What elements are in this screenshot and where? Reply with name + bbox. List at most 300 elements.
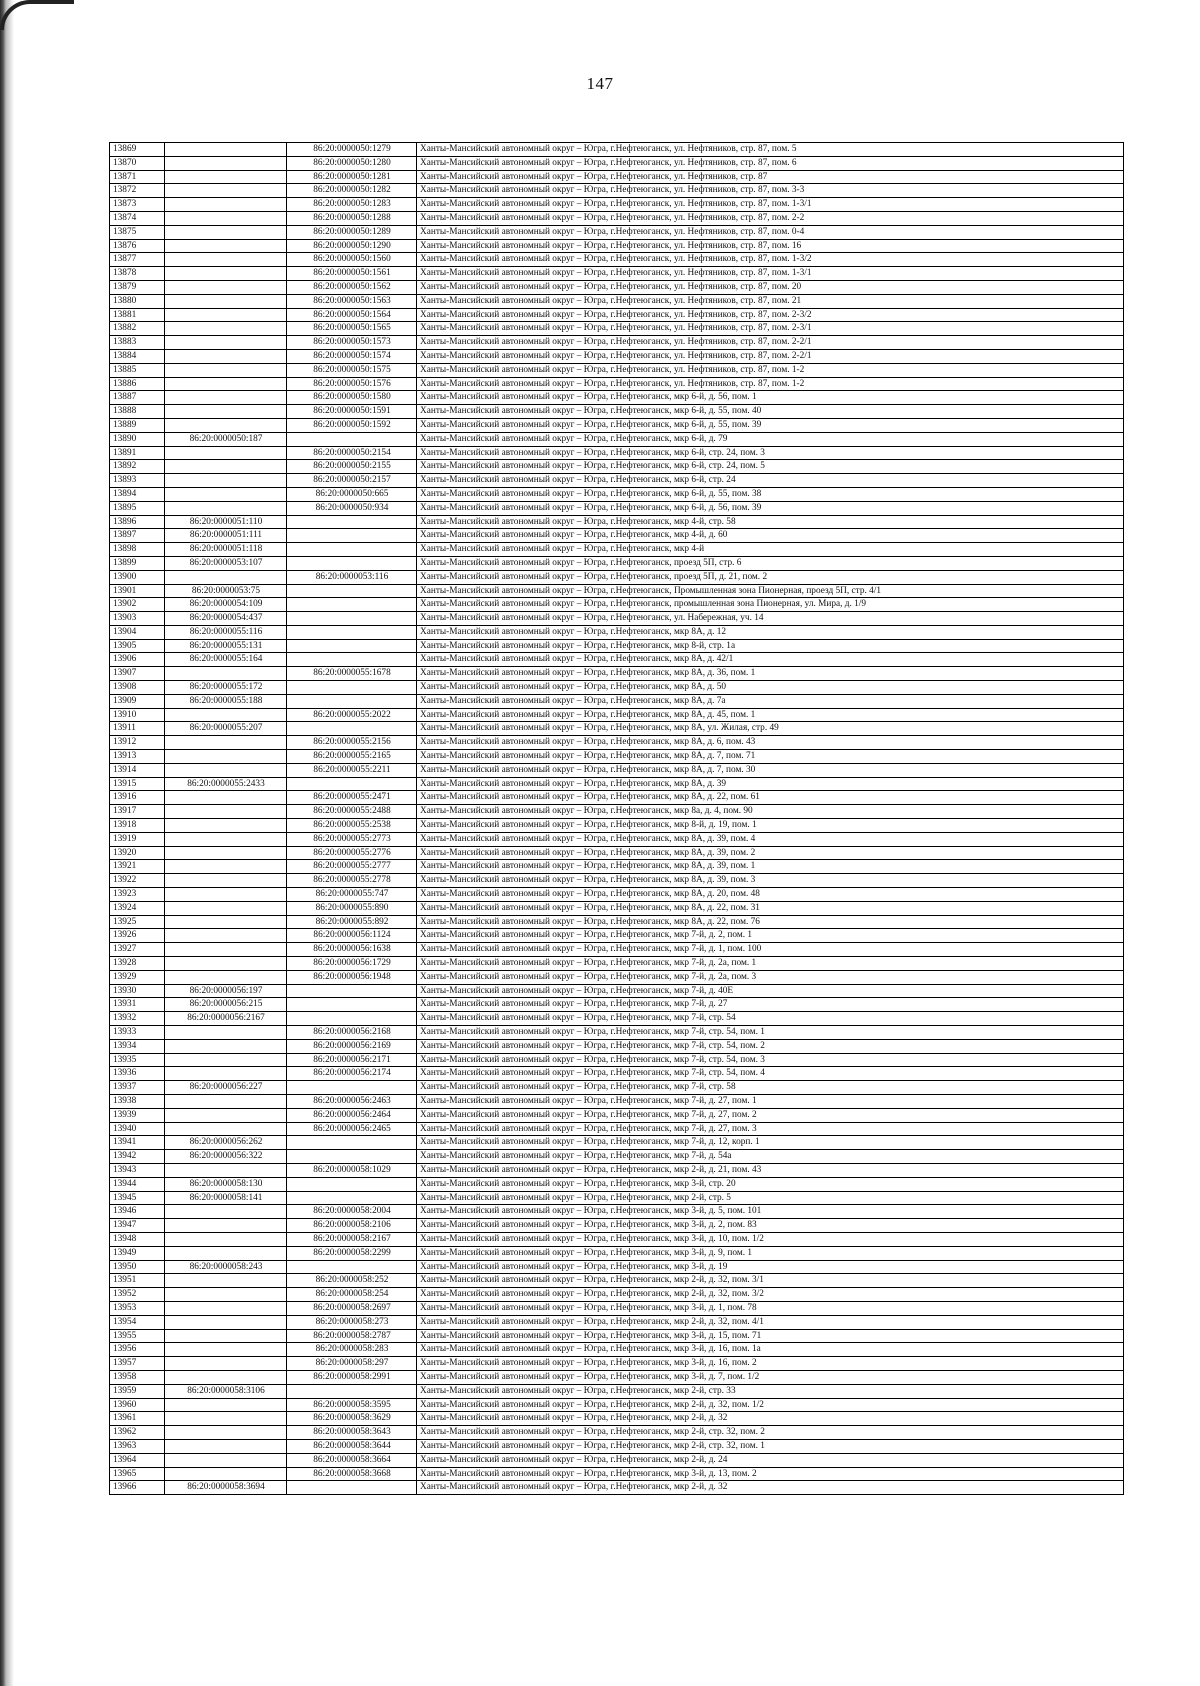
- address-cell: Ханты-Мансийский автономный округ – Югра, г.Нефтеюганск, мкр 8А, д. 7, пом. 71: [417, 750, 1124, 764]
- land-cadastral-number-cell: [165, 943, 287, 957]
- table-row: [110, 1467, 1124, 1481]
- building-cadastral-number-cell: [287, 1012, 417, 1026]
- address-cell: Ханты-Мансийский автономный округ – Югра, г.Нефтеюганск, ул. Нефтяников, стр. 87, пом. 2-3/2: [417, 308, 1124, 322]
- building-cadastral-number-cell: 86:20:0000056:1638: [287, 943, 417, 957]
- table-row: [110, 1384, 1124, 1398]
- table-row: [110, 750, 1124, 764]
- land-cadastral-number-cell: [165, 308, 287, 322]
- land-cadastral-number-cell: 86:20:0000055:172: [165, 681, 287, 695]
- table-row: [110, 474, 1124, 488]
- row-number-cell: 13904: [110, 625, 165, 639]
- land-cadastral-number-cell: [165, 915, 287, 929]
- address-cell: Ханты-Мансийский автономный округ – Югра, г.Нефтеюганск, ул. Нефтяников, стр. 87, пом. 21: [417, 294, 1124, 308]
- address-cell: Ханты-Мансийский автономный округ – Югра, г.Нефтеюганск, мкр 2-й, стр. 33: [417, 1384, 1124, 1398]
- table-row: [110, 1412, 1124, 1426]
- land-cadastral-number-cell: 86:20:0000056:227: [165, 1081, 287, 1095]
- building-cadastral-number-cell: 86:20:0000055:2165: [287, 750, 417, 764]
- building-cadastral-number-cell: 86:20:0000058:2004: [287, 1205, 417, 1219]
- row-number-cell: 13924: [110, 901, 165, 915]
- land-cadastral-number-cell: [165, 391, 287, 405]
- building-cadastral-number-cell: 86:20:0000055:2777: [287, 860, 417, 874]
- land-cadastral-number-cell: [165, 860, 287, 874]
- table-row: [110, 860, 1124, 874]
- land-cadastral-number-cell: 86:20:0000053:107: [165, 556, 287, 570]
- building-cadastral-number-cell: [287, 625, 417, 639]
- address-cell: Ханты-Мансийский автономный округ – Югра, г.Нефтеюганск, мкр 6-й, д. 56, пом. 1: [417, 391, 1124, 405]
- address-cell: Ханты-Мансийский автономный округ – Югра, г.Нефтеюганск, мкр 7-й, д. 12, корп. 1: [417, 1136, 1124, 1150]
- building-cadastral-number-cell: [287, 777, 417, 791]
- row-number-cell: 13956: [110, 1343, 165, 1357]
- land-cadastral-number-cell: [165, 791, 287, 805]
- land-cadastral-number-cell: 86:20:0000051:111: [165, 529, 287, 543]
- row-number-cell: 13930: [110, 984, 165, 998]
- address-cell: Ханты-Мансийский автономный округ – Югра, г.Нефтеюганск, мкр 8А, д. 39, пом. 1: [417, 860, 1124, 874]
- row-number-cell: 13910: [110, 708, 165, 722]
- building-cadastral-number-cell: [287, 1384, 417, 1398]
- property-registry-table: [109, 142, 1124, 1495]
- building-cadastral-number-cell: 86:20:0000058:1029: [287, 1163, 417, 1177]
- table-row: [110, 1288, 1124, 1302]
- land-cadastral-number-cell: [165, 1122, 287, 1136]
- row-number-cell: 13875: [110, 225, 165, 239]
- address-cell: Ханты-Мансийский автономный округ – Югра, г.Нефтеюганск, мкр 8А, д. 42/1: [417, 653, 1124, 667]
- building-cadastral-number-cell: [287, 529, 417, 543]
- address-cell: Ханты-Мансийский автономный округ – Югра, г.Нефтеюганск, мкр 4-й: [417, 543, 1124, 557]
- land-cadastral-number-cell: [165, 1343, 287, 1357]
- row-number-cell: 13938: [110, 1094, 165, 1108]
- building-cadastral-number-cell: 86:20:0000058:2787: [287, 1329, 417, 1343]
- table-row: [110, 267, 1124, 281]
- address-cell: Ханты-Мансийский автономный округ – Югра, г.Нефтеюганск, ул. Нефтяников, стр. 87, пом. 1-3/1: [417, 198, 1124, 212]
- address-cell: Ханты-Мансийский автономный округ – Югра, г.Нефтеюганск, мкр 8А, д. 39: [417, 777, 1124, 791]
- row-number-cell: 13925: [110, 915, 165, 929]
- table-row: [110, 929, 1124, 943]
- address-cell: Ханты-Мансийский автономный округ – Югра, г.Нефтеюганск, мкр 2-й, д. 32, пом. 4/1: [417, 1315, 1124, 1329]
- address-cell: Ханты-Мансийский автономный округ – Югра, г.Нефтеюганск, мкр 6-й, д. 55, пом. 39: [417, 418, 1124, 432]
- row-number-cell: 13928: [110, 957, 165, 971]
- row-number-cell: 13896: [110, 515, 165, 529]
- building-cadastral-number-cell: 86:20:0000050:1591: [287, 405, 417, 419]
- address-cell: Ханты-Мансийский автономный округ – Югра, г.Нефтеюганск, мкр 3-й, д. 1, пом. 78: [417, 1301, 1124, 1315]
- address-cell: Ханты-Мансийский автономный округ – Югра, г.Нефтеюганск, мкр 8А, д. 22, пом. 31: [417, 901, 1124, 915]
- building-cadastral-number-cell: 86:20:0000056:2174: [287, 1067, 417, 1081]
- address-cell: Ханты-Мансийский автономный округ – Югра, г.Нефтеюганск, мкр 8А, д. 50: [417, 681, 1124, 695]
- table-row: [110, 143, 1124, 157]
- building-cadastral-number-cell: 86:20:0000055:2488: [287, 805, 417, 819]
- land-cadastral-number-cell: [165, 667, 287, 681]
- table-row: [110, 1232, 1124, 1246]
- building-cadastral-number-cell: 86:20:0000050:2154: [287, 446, 417, 460]
- address-cell: Ханты-Мансийский автономный округ – Югра, г.Нефтеюганск, мкр 7-й, д. 40Е: [417, 984, 1124, 998]
- land-cadastral-number-cell: 86:20:0000056:215: [165, 998, 287, 1012]
- land-cadastral-number-cell: [165, 1053, 287, 1067]
- table-row: [110, 543, 1124, 557]
- row-number-cell: 13914: [110, 763, 165, 777]
- building-cadastral-number-cell: 86:20:0000058:3664: [287, 1453, 417, 1467]
- row-number-cell: 13937: [110, 1081, 165, 1095]
- building-cadastral-number-cell: 86:20:0000055:892: [287, 915, 417, 929]
- row-number-cell: 13921: [110, 860, 165, 874]
- table-row: [110, 1122, 1124, 1136]
- land-cadastral-number-cell: [165, 267, 287, 281]
- building-cadastral-number-cell: 86:20:0000050:1576: [287, 377, 417, 391]
- land-cadastral-number-cell: [165, 322, 287, 336]
- land-cadastral-number-cell: 86:20:0000055:207: [165, 722, 287, 736]
- address-cell: Ханты-Мансийский автономный округ – Югра, г.Нефтеюганск, мкр 3-й, д. 16, пом. 1а: [417, 1343, 1124, 1357]
- row-number-cell: 13944: [110, 1177, 165, 1191]
- registry-table-body: [110, 143, 1124, 1495]
- row-number-cell: 13933: [110, 1026, 165, 1040]
- row-number-cell: 13908: [110, 681, 165, 695]
- row-number-cell: 13889: [110, 418, 165, 432]
- building-cadastral-number-cell: 86:20:0000056:2168: [287, 1026, 417, 1040]
- address-cell: Ханты-Мансийский автономный округ – Югра, г.Нефтеюганск, ул. Нефтяников, стр. 87, пом. 0-4: [417, 225, 1124, 239]
- address-cell: Ханты-Мансийский автономный округ – Югра, г.Нефтеюганск, мкр 7-й, д. 2а, пом. 3: [417, 970, 1124, 984]
- table-row: [110, 846, 1124, 860]
- row-number-cell: 13918: [110, 819, 165, 833]
- building-cadastral-number-cell: 86:20:0000050:1574: [287, 349, 417, 363]
- address-cell: Ханты-Мансийский автономный округ – Югра, г.Нефтеюганск, ул. Набережная, уч. 14: [417, 612, 1124, 626]
- address-cell: Ханты-Мансийский автономный округ – Югра, г.Нефтеюганск, мкр 7-й, д. 54а: [417, 1150, 1124, 1164]
- row-number-cell: 13881: [110, 308, 165, 322]
- land-cadastral-number-cell: 86:20:0000056:197: [165, 984, 287, 998]
- building-cadastral-number-cell: [287, 681, 417, 695]
- address-cell: Ханты-Мансийский автономный округ – Югра, г.Нефтеюганск, мкр 8А, д. 7, пом. 30: [417, 763, 1124, 777]
- address-cell: Ханты-Мансийский автономный округ – Югра, г.Нефтеюганск, мкр 3-й, д. 9, пом. 1: [417, 1246, 1124, 1260]
- row-number-cell: 13872: [110, 184, 165, 198]
- land-cadastral-number-cell: 86:20:0000050:187: [165, 432, 287, 446]
- table-row: [110, 957, 1124, 971]
- land-cadastral-number-cell: [165, 957, 287, 971]
- row-number-cell: 13960: [110, 1398, 165, 1412]
- table-row: [110, 943, 1124, 957]
- building-cadastral-number-cell: [287, 432, 417, 446]
- row-number-cell: 13871: [110, 170, 165, 184]
- building-cadastral-number-cell: 86:20:0000055:2538: [287, 819, 417, 833]
- table-row: [110, 1026, 1124, 1040]
- address-cell: Ханты-Мансийский автономный округ – Югра, г.Нефтеюганск, ул. Нефтяников, стр. 87, пом. 1-3/2: [417, 253, 1124, 267]
- building-cadastral-number-cell: 86:20:0000055:1678: [287, 667, 417, 681]
- address-cell: Ханты-Мансийский автономный округ – Югра, г.Нефтеюганск, мкр 2-й, д. 32, пом. 3/2: [417, 1288, 1124, 1302]
- land-cadastral-number-cell: [165, 1163, 287, 1177]
- address-cell: Ханты-Мансийский автономный округ – Югра, г.Нефтеюганск, мкр 2-й, стр. 5: [417, 1191, 1124, 1205]
- land-cadastral-number-cell: [165, 1398, 287, 1412]
- row-number-cell: 13900: [110, 570, 165, 584]
- address-cell: Ханты-Мансийский автономный округ – Югра, г.Нефтеюганск, мкр 2-й, д. 32, пом. 1/2: [417, 1398, 1124, 1412]
- row-number-cell: 13923: [110, 888, 165, 902]
- land-cadastral-number-cell: 86:20:0000058:141: [165, 1191, 287, 1205]
- table-row: [110, 405, 1124, 419]
- address-cell: Ханты-Мансийский автономный округ – Югра, г.Нефтеюганск, мкр 7-й, стр. 58: [417, 1081, 1124, 1095]
- land-cadastral-number-cell: [165, 143, 287, 157]
- building-cadastral-number-cell: 86:20:0000058:3643: [287, 1426, 417, 1440]
- building-cadastral-number-cell: 86:20:0000055:2776: [287, 846, 417, 860]
- address-cell: Ханты-Мансийский автономный округ – Югра, г.Нефтеюганск, ул. Нефтяников, стр. 87, пом. 6: [417, 156, 1124, 170]
- row-number-cell: 13884: [110, 349, 165, 363]
- row-number-cell: 13890: [110, 432, 165, 446]
- table-row: [110, 625, 1124, 639]
- address-cell: Ханты-Мансийский автономный округ – Югра, г.Нефтеюганск, мкр 7-й, стр. 54, пом. 4: [417, 1067, 1124, 1081]
- address-cell: Ханты-Мансийский автономный округ – Югра, г.Нефтеюганск, мкр 3-й, д. 5, пом. 101: [417, 1205, 1124, 1219]
- address-cell: Ханты-Мансийский автономный округ – Югра, г.Нефтеюганск, ул. Нефтяников, стр. 87, пом. 20: [417, 280, 1124, 294]
- address-cell: Ханты-Мансийский автономный округ – Югра, г.Нефтеюганск, мкр 7-й, д. 2, пом. 1: [417, 929, 1124, 943]
- building-cadastral-number-cell: [287, 543, 417, 557]
- address-cell: Ханты-Мансийский автономный округ – Югра, г.Нефтеюганск, мкр 7-й, д. 27, пом. 2: [417, 1108, 1124, 1122]
- address-cell: Ханты-Мансийский автономный округ – Югра, г.Нефтеюганск, ул. Нефтяников, стр. 87, пом. 5: [417, 143, 1124, 157]
- address-cell: Ханты-Мансийский автономный округ – Югра, г.Нефтеюганск, мкр 3-й, стр. 20: [417, 1177, 1124, 1191]
- row-number-cell: 13957: [110, 1357, 165, 1371]
- table-row: [110, 391, 1124, 405]
- address-cell: Ханты-Мансийский автономный округ – Югра, г.Нефтеюганск, мкр 3-й, д. 2, пом. 83: [417, 1219, 1124, 1233]
- table-row: [110, 1370, 1124, 1384]
- address-cell: Ханты-Мансийский автономный округ – Югра, г.Нефтеюганск, мкр 7-й, д. 27: [417, 998, 1124, 1012]
- address-cell: Ханты-Мансийский автономный округ – Югра, г.Нефтеюганск, мкр 6-й, стр. 24: [417, 474, 1124, 488]
- row-number-cell: 13892: [110, 460, 165, 474]
- land-cadastral-number-cell: [165, 1288, 287, 1302]
- land-cadastral-number-cell: [165, 336, 287, 350]
- land-cadastral-number-cell: [165, 363, 287, 377]
- row-number-cell: 13958: [110, 1370, 165, 1384]
- building-cadastral-number-cell: [287, 515, 417, 529]
- table-row: [110, 336, 1124, 350]
- building-cadastral-number-cell: 86:20:0000050:1283: [287, 198, 417, 212]
- building-cadastral-number-cell: [287, 998, 417, 1012]
- building-cadastral-number-cell: 86:20:0000056:2465: [287, 1122, 417, 1136]
- land-cadastral-number-cell: [165, 874, 287, 888]
- land-cadastral-number-cell: [165, 750, 287, 764]
- row-number-cell: 13966: [110, 1481, 165, 1495]
- address-cell: Ханты-Мансийский автономный округ – Югра, г.Нефтеюганск, мкр 2-й, д. 32: [417, 1481, 1124, 1495]
- land-cadastral-number-cell: [165, 225, 287, 239]
- building-cadastral-number-cell: 86:20:0000056:2171: [287, 1053, 417, 1067]
- row-number-cell: 13883: [110, 336, 165, 350]
- table-row: [110, 1260, 1124, 1274]
- row-number-cell: 13942: [110, 1150, 165, 1164]
- building-cadastral-number-cell: 86:20:0000058:2167: [287, 1232, 417, 1246]
- land-cadastral-number-cell: 86:20:0000058:243: [165, 1260, 287, 1274]
- building-cadastral-number-cell: 86:20:0000055:2211: [287, 763, 417, 777]
- table-row: [110, 653, 1124, 667]
- address-cell: Ханты-Мансийский автономный округ – Югра, г.Нефтеюганск, мкр 8А, д. 6, пом. 43: [417, 736, 1124, 750]
- table-row: [110, 1343, 1124, 1357]
- land-cadastral-number-cell: [165, 888, 287, 902]
- land-cadastral-number-cell: [165, 970, 287, 984]
- land-cadastral-number-cell: [165, 763, 287, 777]
- address-cell: Ханты-Мансийский автономный округ – Югра, г.Нефтеюганск, мкр 8А, д. 7а: [417, 694, 1124, 708]
- building-cadastral-number-cell: 86:20:0000056:2464: [287, 1108, 417, 1122]
- table-row: [110, 294, 1124, 308]
- table-row: [110, 377, 1124, 391]
- table-row: [110, 1301, 1124, 1315]
- land-cadastral-number-cell: [165, 805, 287, 819]
- address-cell: Ханты-Мансийский автономный округ – Югра, г.Нефтеюганск, ул. Нефтяников, стр. 87, пом. 1-3/1: [417, 267, 1124, 281]
- row-number-cell: 13947: [110, 1219, 165, 1233]
- row-number-cell: 13899: [110, 556, 165, 570]
- building-cadastral-number-cell: 86:20:0000050:1563: [287, 294, 417, 308]
- land-cadastral-number-cell: [165, 1067, 287, 1081]
- table-row: [110, 901, 1124, 915]
- row-number-cell: 13962: [110, 1426, 165, 1440]
- building-cadastral-number-cell: 86:20:0000058:283: [287, 1343, 417, 1357]
- address-cell: Ханты-Мансийский автономный округ – Югра, г.Нефтеюганск, мкр 8А, д. 45, пом. 1: [417, 708, 1124, 722]
- land-cadastral-number-cell: [165, 377, 287, 391]
- address-cell: Ханты-Мансийский автономный округ – Югра, г.Нефтеюганск, ул. Нефтяников, стр. 87: [417, 170, 1124, 184]
- address-cell: Ханты-Мансийский автономный округ – Югра, г.Нефтеюганск, мкр 8А, д. 22, пом. 76: [417, 915, 1124, 929]
- table-row: [110, 1246, 1124, 1260]
- table-row: [110, 694, 1124, 708]
- table-row: [110, 984, 1124, 998]
- row-number-cell: 13913: [110, 750, 165, 764]
- address-cell: Ханты-Мансийский автономный округ – Югра, г.Нефтеюганск, проезд 5П, д. 21, пом. 2: [417, 570, 1124, 584]
- table-row: [110, 1329, 1124, 1343]
- row-number-cell: 13941: [110, 1136, 165, 1150]
- land-cadastral-number-cell: 86:20:0000054:437: [165, 612, 287, 626]
- land-cadastral-number-cell: [165, 1315, 287, 1329]
- address-cell: Ханты-Мансийский автономный округ – Югра, г.Нефтеюганск, мкр 7-й, д. 2а, пом. 1: [417, 957, 1124, 971]
- building-cadastral-number-cell: 86:20:0000050:1279: [287, 143, 417, 157]
- table-row: [110, 915, 1124, 929]
- row-number-cell: 13951: [110, 1274, 165, 1288]
- table-row: [110, 1094, 1124, 1108]
- address-cell: Ханты-Мансийский автономный округ – Югра, г.Нефтеюганск, ул. Нефтяников, стр. 87, пом. 1-2: [417, 377, 1124, 391]
- row-number-cell: 13897: [110, 529, 165, 543]
- address-cell: Ханты-Мансийский автономный округ – Югра, г.Нефтеюганск, мкр 7-й, стр. 54, пом. 3: [417, 1053, 1124, 1067]
- table-row: [110, 418, 1124, 432]
- building-cadastral-number-cell: 86:20:0000050:1592: [287, 418, 417, 432]
- building-cadastral-number-cell: 86:20:0000055:2156: [287, 736, 417, 750]
- row-number-cell: 13936: [110, 1067, 165, 1081]
- building-cadastral-number-cell: [287, 584, 417, 598]
- row-number-cell: 13959: [110, 1384, 165, 1398]
- address-cell: Ханты-Мансийский автономный округ – Югра, г.Нефтеюганск, мкр 8А, д. 39, пом. 4: [417, 832, 1124, 846]
- table-row: [110, 1067, 1124, 1081]
- row-number-cell: 13873: [110, 198, 165, 212]
- row-number-cell: 13948: [110, 1232, 165, 1246]
- land-cadastral-number-cell: [165, 1274, 287, 1288]
- row-number-cell: 13877: [110, 253, 165, 267]
- row-number-cell: 13911: [110, 722, 165, 736]
- row-number-cell: 13920: [110, 846, 165, 860]
- row-number-cell: 13931: [110, 998, 165, 1012]
- building-cadastral-number-cell: [287, 639, 417, 653]
- table-row: [110, 280, 1124, 294]
- address-cell: Ханты-Мансийский автономный округ – Югра, г.Нефтеюганск, мкр 2-й, д. 32: [417, 1412, 1124, 1426]
- land-cadastral-number-cell: [165, 1453, 287, 1467]
- land-cadastral-number-cell: [165, 901, 287, 915]
- table-row: [110, 529, 1124, 543]
- building-cadastral-number-cell: 86:20:0000058:2106: [287, 1219, 417, 1233]
- land-cadastral-number-cell: [165, 184, 287, 198]
- building-cadastral-number-cell: 86:20:0000056:2463: [287, 1094, 417, 1108]
- building-cadastral-number-cell: 86:20:0000050:1282: [287, 184, 417, 198]
- table-row: [110, 446, 1124, 460]
- land-cadastral-number-cell: 86:20:0000055:131: [165, 639, 287, 653]
- land-cadastral-number-cell: 86:20:0000055:164: [165, 653, 287, 667]
- building-cadastral-number-cell: 86:20:0000055:890: [287, 901, 417, 915]
- row-number-cell: 13902: [110, 598, 165, 612]
- table-row: [110, 198, 1124, 212]
- land-cadastral-number-cell: 86:20:0000056:262: [165, 1136, 287, 1150]
- table-row: [110, 1053, 1124, 1067]
- row-number-cell: 13907: [110, 667, 165, 681]
- address-cell: Ханты-Мансийский автономный округ – Югра, г.Нефтеюганск, мкр 6-й, стр. 24, пом. 3: [417, 446, 1124, 460]
- land-cadastral-number-cell: [165, 239, 287, 253]
- building-cadastral-number-cell: 86:20:0000058:3644: [287, 1439, 417, 1453]
- table-row: [110, 1177, 1124, 1191]
- land-cadastral-number-cell: [165, 1094, 287, 1108]
- address-cell: Ханты-Мансийский автономный округ – Югра, г.Нефтеюганск, мкр 4-й, стр. 58: [417, 515, 1124, 529]
- table-row: [110, 1039, 1124, 1053]
- address-cell: Ханты-Мансийский автономный округ – Югра, г.Нефтеюганск, мкр 8А, д. 39, пом. 2: [417, 846, 1124, 860]
- building-cadastral-number-cell: 86:20:0000058:2697: [287, 1301, 417, 1315]
- land-cadastral-number-cell: [165, 1329, 287, 1343]
- table-row: [110, 308, 1124, 322]
- row-number-cell: 13879: [110, 280, 165, 294]
- address-cell: Ханты-Мансийский автономный округ – Югра, г.Нефтеюганск, ул. Нефтяников, стр. 87, пом. 2-2/1: [417, 336, 1124, 350]
- land-cadastral-number-cell: [165, 1219, 287, 1233]
- row-number-cell: 13922: [110, 874, 165, 888]
- table-row: [110, 612, 1124, 626]
- table-row: [110, 1150, 1124, 1164]
- building-cadastral-number-cell: [287, 1150, 417, 1164]
- address-cell: Ханты-Мансийский автономный округ – Югра, г.Нефтеюганск, мкр 4-й, д. 60: [417, 529, 1124, 543]
- land-cadastral-number-cell: [165, 280, 287, 294]
- land-cadastral-number-cell: [165, 198, 287, 212]
- row-number-cell: 13905: [110, 639, 165, 653]
- table-row: [110, 1108, 1124, 1122]
- address-cell: Ханты-Мансийский автономный округ – Югра, г.Нефтеюганск, мкр 6-й, д. 55, пом. 40: [417, 405, 1124, 419]
- table-row: [110, 1136, 1124, 1150]
- building-cadastral-number-cell: [287, 1136, 417, 1150]
- row-number-cell: 13888: [110, 405, 165, 419]
- table-row: [110, 556, 1124, 570]
- page-number: 147: [586, 74, 614, 93]
- row-number-cell: 13878: [110, 267, 165, 281]
- address-cell: Ханты-Мансийский автономный округ – Югра, г.Нефтеюганск, ул. Нефтяников, стр. 87, пом. 1-2: [417, 363, 1124, 377]
- building-cadastral-number-cell: 86:20:0000050:1560: [287, 253, 417, 267]
- table-row: [110, 791, 1124, 805]
- table-row: [110, 681, 1124, 695]
- building-cadastral-number-cell: [287, 722, 417, 736]
- table-row: [110, 487, 1124, 501]
- building-cadastral-number-cell: 86:20:0000056:1948: [287, 970, 417, 984]
- land-cadastral-number-cell: [165, 405, 287, 419]
- land-cadastral-number-cell: [165, 846, 287, 860]
- row-number-cell: 13887: [110, 391, 165, 405]
- building-cadastral-number-cell: 86:20:0000055:2022: [287, 708, 417, 722]
- row-number-cell: 13915: [110, 777, 165, 791]
- building-cadastral-number-cell: 86:20:0000050:1289: [287, 225, 417, 239]
- land-cadastral-number-cell: [165, 211, 287, 225]
- table-row: [110, 722, 1124, 736]
- land-cadastral-number-cell: [165, 349, 287, 363]
- table-row: [110, 708, 1124, 722]
- table-row: [110, 1453, 1124, 1467]
- land-cadastral-number-cell: 86:20:0000055:2433: [165, 777, 287, 791]
- table-row: [110, 239, 1124, 253]
- building-cadastral-number-cell: [287, 1191, 417, 1205]
- address-cell: Ханты-Мансийский автономный округ – Югра, г.Нефтеюганск, мкр 2-й, стр. 32, пом. 2: [417, 1426, 1124, 1440]
- row-number-cell: 13934: [110, 1039, 165, 1053]
- land-cadastral-number-cell: [165, 570, 287, 584]
- building-cadastral-number-cell: 86:20:0000050:934: [287, 501, 417, 515]
- row-number-cell: 13885: [110, 363, 165, 377]
- address-cell: Ханты-Мансийский автономный округ – Югра, г.Нефтеюганск, мкр 7-й, д. 1, пом. 100: [417, 943, 1124, 957]
- address-cell: Ханты-Мансийский автономный округ – Югра, г.Нефтеюганск, мкр 2-й, д. 21, пом. 43: [417, 1163, 1124, 1177]
- building-cadastral-number-cell: 86:20:0000050:665: [287, 487, 417, 501]
- table-row: [110, 570, 1124, 584]
- land-cadastral-number-cell: [165, 170, 287, 184]
